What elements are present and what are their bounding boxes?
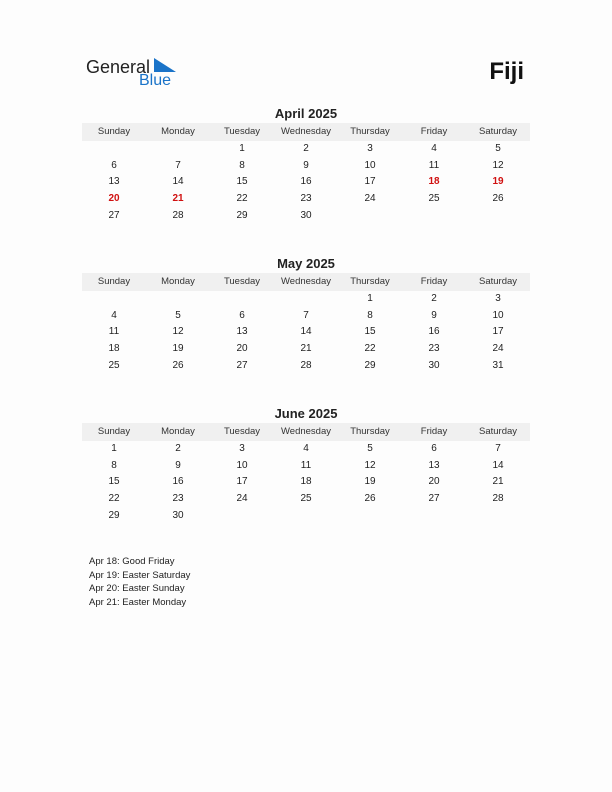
month-title: April 2025 [274,106,338,121]
day-cell: 31 [492,359,504,371]
week-row [82,208,530,225]
day-cell: 12 [492,159,504,171]
day-cell: 22 [236,193,248,205]
week-row [82,508,530,525]
weekday-label: Friday [420,126,448,137]
day-cell: 16 [300,176,312,188]
day-cell: 11 [428,159,440,171]
month-june [82,405,530,524]
week-row [82,308,530,325]
day-cell: 5 [175,309,181,321]
day-cell: 27 [236,359,248,371]
day-cell: 4 [111,309,117,321]
weekday-label: Wednesday [281,276,331,287]
day-cell: 19 [492,176,504,188]
day-cell: 16 [428,326,440,338]
week-row [82,174,530,191]
weekday-label: Sunday [97,426,131,437]
day-cell: 29 [236,209,248,221]
week-row [82,341,530,358]
day-cell: 12 [172,326,184,338]
week-row [82,324,530,341]
day-cell: 10 [236,459,248,471]
day-cell: 29 [108,509,120,521]
day-cell: 3 [367,143,373,154]
day-cell: 6 [431,443,437,454]
day-cell: 2 [431,293,437,304]
weekday-header [82,273,530,291]
holiday-entry: Apr 20: Easter Sunday [89,583,185,595]
week-row [82,191,530,208]
day-cell: 15 [108,476,120,488]
day-cell: 14 [300,326,312,338]
day-cell: 10 [364,159,376,171]
day-cell: 5 [495,143,501,154]
weekday-label: Sunday [97,126,131,137]
day-cell: 22 [364,343,376,355]
day-cell: 20 [428,476,440,488]
day-cell: 3 [495,293,501,304]
empty-day-cell [82,141,146,158]
day-cell: 17 [364,176,376,188]
week-row [82,491,530,508]
day-cell: 6 [239,309,245,321]
week-row [82,474,530,491]
day-cell: 10 [492,309,504,321]
day-cell: 7 [175,159,181,171]
day-cell: 25 [300,493,312,505]
day-cell: 29 [364,359,376,371]
logo-triangle-icon [154,58,176,72]
weekday-label: Thursday [350,426,390,437]
day-cell: 8 [367,309,373,321]
week-row [82,158,530,175]
holiday-entry: Apr 19: Easter Saturday [89,569,191,581]
empty-day-cell [146,291,210,308]
weekday-label: Tuesday [223,126,261,137]
month-april [82,105,530,224]
day-cell: 8 [111,459,117,471]
day-cell: 17 [492,326,504,338]
day-cell: 13 [108,176,120,188]
day-cell: 15 [364,326,376,338]
weekday-label: Friday [420,426,448,437]
day-cell: 14 [492,459,504,471]
week-row [82,458,530,475]
day-cell: 2 [303,143,309,154]
day-cell: 8 [239,159,245,171]
day-cell: 20 [236,343,248,355]
day-cell: 2 [175,443,181,454]
day-cell: 18 [108,343,120,355]
weekday-label: Monday [161,426,195,437]
day-cell: 22 [108,493,120,505]
day-cell: 15 [236,176,248,188]
weekday-label: Monday [161,126,195,137]
day-cell: 21 [172,193,184,205]
day-cell: 9 [303,159,309,171]
day-cell: 30 [300,209,312,221]
day-cell: 28 [172,209,184,221]
weekday-label: Wednesday [281,426,331,437]
week-row [82,441,530,458]
weekday-label: Saturday [478,126,518,137]
day-cell: 9 [175,459,181,471]
day-cell: 13 [428,459,440,471]
weekday-label: Thursday [350,126,390,137]
day-cell: 28 [300,359,312,371]
day-cell: 11 [108,326,120,338]
day-cell: 20 [108,193,120,205]
day-cell: 13 [236,326,248,338]
day-cell: 24 [492,343,504,355]
month-title: June 2025 [274,406,338,421]
weekday-label: Wednesday [281,126,331,137]
weekday-label: Tuesday [223,426,261,437]
weekday-label: Tuesday [223,276,261,287]
day-cell: 9 [431,309,437,321]
empty-day-cell [82,291,146,308]
day-cell: 1 [239,143,245,154]
holiday-list [89,555,190,610]
week-row [82,291,530,308]
day-cell: 26 [364,493,376,505]
holiday-entry: Apr 21: Easter Monday [89,597,187,609]
weekday-label: Thursday [350,276,390,287]
day-cell: 26 [172,359,184,371]
day-cell: 11 [300,459,312,471]
empty-day-cell [274,291,338,308]
holiday-entry: Apr 18: Good Friday [89,556,175,567]
day-cell: 30 [428,359,440,371]
generalblue-logo [86,56,186,92]
empty-day-cell [402,508,466,525]
empty-day-cell [466,208,530,225]
day-cell: 30 [172,509,184,521]
empty-day-cell [466,508,530,525]
day-cell: 28 [492,493,504,505]
day-cell: 12 [364,459,376,471]
weekday-label: Saturday [478,276,518,287]
weekday-label: Saturday [478,426,518,437]
day-cell: 16 [172,476,184,488]
month-title: May 2025 [277,256,335,271]
day-cell: 23 [300,193,312,205]
country-title: Fiji [489,58,524,85]
weekday-label: Sunday [97,276,131,287]
day-cell: 21 [300,343,312,355]
day-cell: 23 [428,343,440,355]
logo-text-general: General [86,57,151,77]
empty-day-cell [338,208,402,225]
day-cell: 5 [367,443,373,454]
day-cell: 7 [495,443,501,454]
week-row [82,358,530,375]
day-cell: 19 [364,476,376,488]
day-cell: 1 [111,443,117,454]
empty-day-cell [210,291,274,308]
day-cell: 23 [172,493,184,505]
day-cell: 4 [303,443,309,454]
day-cell: 24 [364,193,376,205]
month-may [82,255,530,374]
day-cell: 17 [236,476,248,488]
day-cell: 25 [108,359,120,371]
day-cell: 6 [111,159,117,171]
empty-day-cell [402,208,466,225]
logo-text-blue: Blue [139,72,172,89]
day-cell: 25 [428,193,440,205]
day-cell: 21 [492,476,504,488]
day-cell: 14 [172,176,184,188]
day-cell: 26 [492,193,504,205]
day-cell: 18 [428,176,440,188]
empty-day-cell [210,508,274,525]
day-cell: 24 [236,493,248,505]
weekday-label: Friday [420,276,448,287]
weekday-header [82,123,530,141]
week-row [82,141,530,158]
day-cell: 4 [431,143,437,154]
weekday-header [82,423,530,441]
empty-day-cell [338,508,402,525]
day-cell: 1 [367,293,373,304]
day-cell: 3 [239,443,245,454]
day-cell: 19 [172,343,184,355]
day-cell: 27 [108,209,120,221]
weekday-label: Monday [161,276,195,287]
day-cell: 7 [303,309,309,321]
day-cell: 27 [428,493,440,505]
day-cell: 18 [300,476,312,488]
empty-day-cell [146,141,210,158]
empty-day-cell [274,508,338,525]
